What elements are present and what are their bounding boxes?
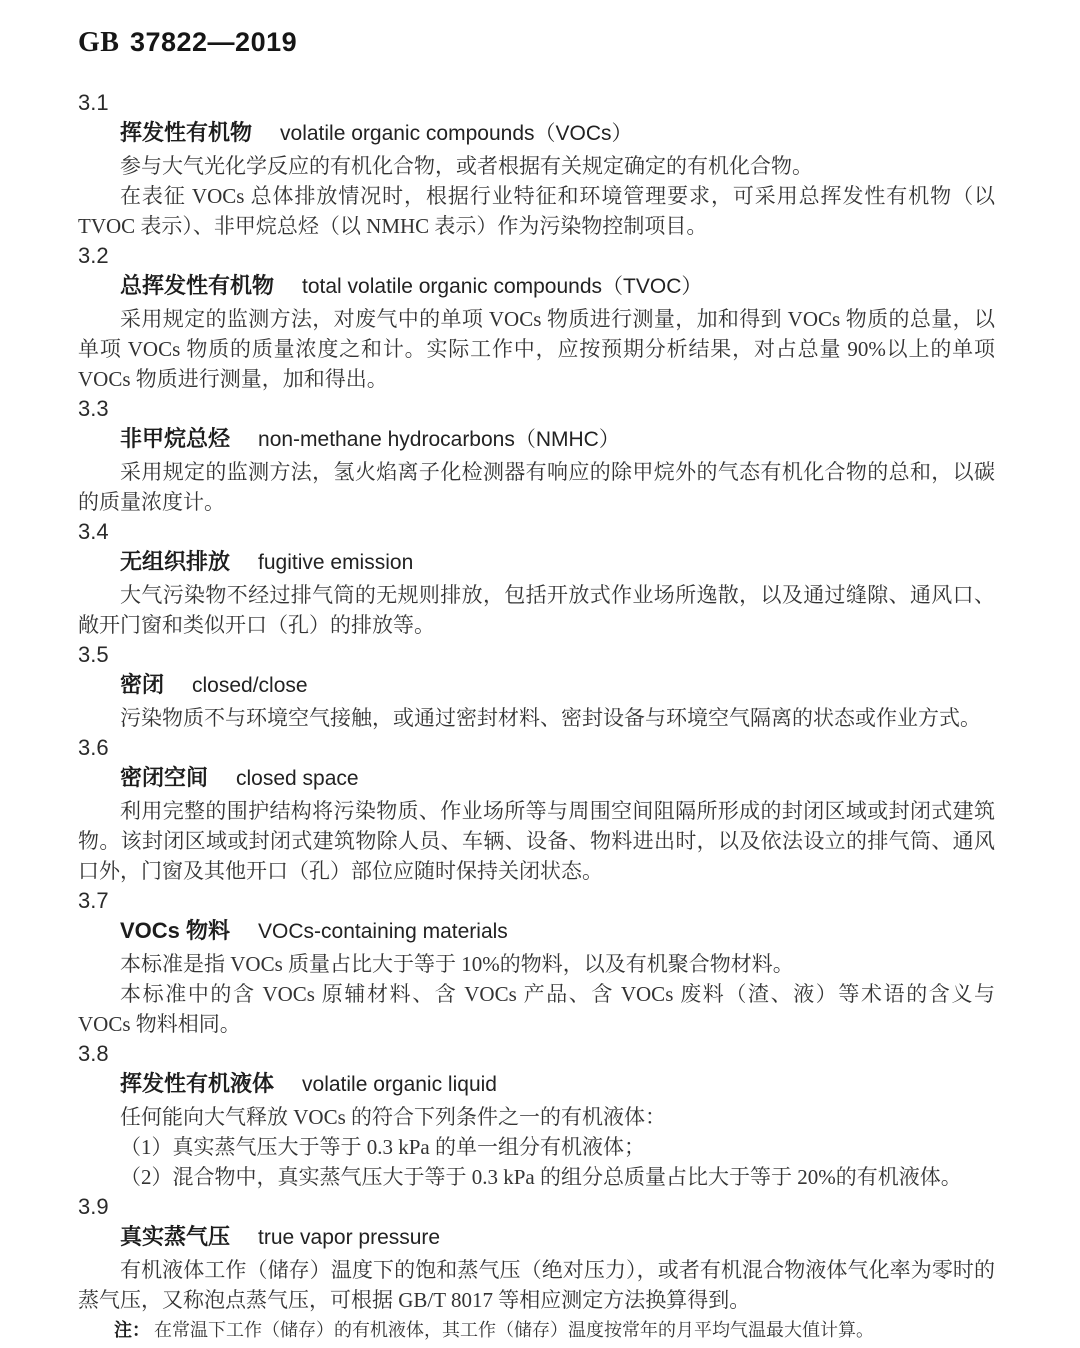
term-english: closed/close (192, 674, 308, 697)
term-section-3-2 (78, 241, 995, 394)
clause-number: 3.1 (78, 90, 109, 115)
term-english: VOCs-containing materials (258, 920, 508, 943)
definition-paragraph: 参与大气光化学反应的有机化合物，或者根据有关规定确定的有机化合物。 (120, 154, 813, 178)
term-title (78, 271, 995, 304)
standard-number: 37822—2019 (129, 27, 298, 57)
term-title (78, 1069, 995, 1102)
definition-paragraph: 有机液体工作（储存）温度下的饱和蒸气压（绝对压力），或者有机混合物液体气化率为零时的蒸气压，又称泡点蒸气压，可根据 GB/T 8017 等相应测定方法换算得到。 (78, 1258, 995, 1312)
clause-number: 3.8 (78, 1041, 109, 1066)
definition-paragraph: 利用完整的围护结构将污染物质、作业场所等与周围空间阻隔所形成的封闭区域或封闭式建筑物。该封闭区域或封闭式建筑物除人员、车辆、设备、物料进出时，以及依法设立的排气筒、通风口外，门窗及其他开口（孔）部位应随时保持关闭状态。 (78, 799, 995, 883)
term-title (78, 424, 995, 457)
term-chinese: 总挥发性有机物 (120, 273, 275, 298)
clause-number: 3.9 (78, 1194, 109, 1219)
definition-list-item: （1）真实蒸气压大于等于 0.3 kPa 的单一组分有机液体； (120, 1135, 645, 1159)
standard-prefix: GB (78, 27, 120, 58)
term-title (78, 916, 995, 949)
term-english: closed space (236, 767, 359, 790)
term-english: non-methane hydrocarbons（NMHC） (258, 428, 620, 451)
term-section-3-8 (78, 1039, 995, 1192)
term-section-3-7 (78, 886, 995, 1039)
definition-paragraph: 任何能向大气释放 VOCs 的符合下列条件之一的有机液体： (120, 1105, 667, 1129)
term-section-3-4 (78, 517, 995, 640)
definition-list-item: （2）混合物中，真实蒸气压大于等于 0.3 kPa 的组分总质量占比大于等于 20%的有机液体。 (120, 1165, 962, 1189)
definition-paragraph: 在表征 VOCs 总体排放情况时，根据行业特征和环境管理要求，可采用总挥发性有机物（以 TVOC 表示）、非甲烷总烃（以 NMHC 表示）作为污染物控制项目。 (78, 184, 995, 238)
definition-paragraph: 采用规定的监测方法，对废气中的单项 VOCs 物质进行测量，加和得到 VOCs 物质的总量，以单项 VOCs 物质的质量浓度之和计。实际工作中，应按预期分析结果，对占总量 90%以上的单项 VOCs 物质进行测量，加和得出。 (78, 307, 995, 391)
term-english: total volatile organic compounds（TVOC） (302, 275, 703, 298)
definition-paragraph: 本标准是指 VOCs 质量占比大于等于 10%的物料，以及有机聚合物材料。 (120, 952, 794, 976)
term-chinese: 非甲烷总烃 (120, 426, 231, 451)
term-english: volatile organic compounds（VOCs） (280, 122, 633, 145)
note-text: 在常温下工作（储存）的有机液体，其工作（储存）温度按常年的月平均气温最大值计算。 (154, 1320, 874, 1340)
definition-paragraph: 大气污染物不经过排气筒的无规则排放，包括开放式作业场所逸散，以及通过缝隙、通风口、敞开门窗和类似开口（孔）的排放等。 (78, 583, 995, 637)
term-chinese: 真实蒸气压 (120, 1224, 231, 1249)
definition-note (78, 1315, 995, 1345)
standard-number-header (78, 25, 995, 64)
clause-number: 3.4 (78, 519, 109, 544)
term-chinese: VOCs 物料 (120, 918, 231, 943)
clause-number: 3.7 (78, 888, 109, 913)
clause-number: 3.5 (78, 642, 109, 667)
term-english: true vapor pressure (258, 1226, 441, 1249)
term-chinese: 密闭 (120, 672, 165, 697)
term-chinese: 无组织排放 (120, 549, 231, 574)
term-title (78, 670, 995, 703)
term-section-3-5 (78, 640, 995, 733)
definition-paragraph: 采用规定的监测方法，氢火焰离子化检测器有响应的除甲烷外的气态有机化合物的总和，以碳的质量浓度计。 (78, 460, 995, 514)
clause-number: 3.3 (78, 396, 109, 421)
term-title (78, 547, 995, 580)
term-section-3-6 (78, 733, 995, 886)
term-section-3-1 (78, 88, 995, 241)
term-title (78, 118, 995, 151)
term-english: fugitive emission (258, 551, 414, 574)
term-title (78, 1222, 995, 1255)
clause-number: 3.6 (78, 735, 109, 760)
term-chinese: 挥发性有机液体 (120, 1071, 275, 1096)
term-section-3-9 (78, 1192, 995, 1345)
term-title (78, 763, 995, 796)
definition-paragraph: 污染物质不与环境空气接触，或通过密封材料、密封设备与环境空气隔离的状态或作业方式。 (120, 706, 981, 730)
term-chinese: 挥发性有机物 (120, 120, 253, 145)
term-section-3-3 (78, 394, 995, 517)
clause-number: 3.2 (78, 243, 109, 268)
note-label: 注： (114, 1320, 150, 1340)
definition-paragraph: 本标准中的含 VOCs 原辅材料、含 VOCs 产品、含 VOCs 废料（渣、液）等术语的含义与 VOCs 物料相同。 (78, 982, 995, 1036)
term-chinese: 密闭空间 (120, 765, 209, 790)
term-english: volatile organic liquid (302, 1073, 497, 1096)
